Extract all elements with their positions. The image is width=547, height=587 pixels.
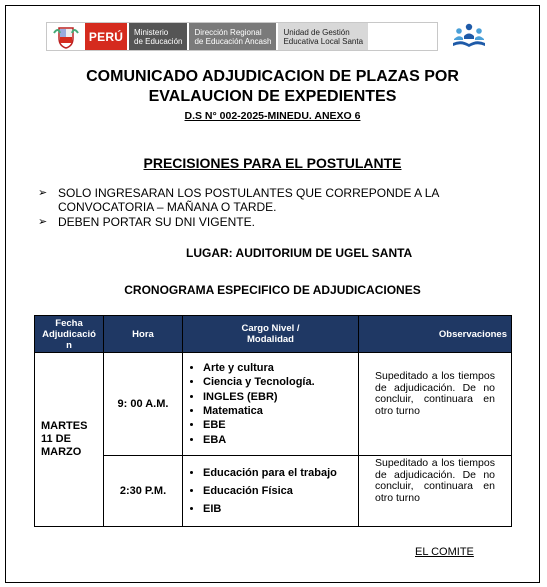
cargo-item: • INGLES (EBR) [203,390,358,404]
government-logo-bar [46,22,438,51]
cronograma-title: CRONOGRAMA ESPECIFICO DE ADJUDICACIONES [124,283,421,297]
arrow-bullet-icon: ➢ [38,216,48,228]
observaciones-cell: Supeditado a los tiempos de adjudicación. De no concluir, continuara en otro turno [359,353,512,456]
cargo-item: • Educación para el trabajo [203,464,358,482]
arrow-bullet-icon: ➢ [38,187,48,199]
fecha-cell: MARTES 11 DE MARZO [35,353,104,527]
schedule-table [34,315,512,527]
ugel-logo-icon [450,22,488,50]
hora-cell: 2:30 P.M. [104,456,183,527]
cargo-cell [183,456,359,527]
hora-cell: 9: 00 A.M. [104,353,183,456]
header-observaciones: Observaciones [359,316,512,353]
cargo-item: • Arte y cultura [203,361,358,375]
cargo-cell [183,353,359,456]
ministerio-label: Ministerio de Educación [127,23,187,50]
decree-reference: D.S N° 002-2025-MINEDU. ANEXO 6 [184,110,361,122]
cargo-item: • Ciencia y Tecnología. [203,375,358,389]
ugel-label: Unidad de Gestión Educativa Local Santa [276,23,368,50]
cargo-item: • EBE [203,418,358,432]
coat-of-arms-icon [47,23,85,50]
observaciones-cell: Supeditado a los tiempos de adjudicación. De no concluir, continuara en otro turno [359,456,512,527]
cargo-item: • EIB [203,500,358,518]
location-text: LUGAR: AUDITORIUM DE UGEL SANTA [186,246,413,260]
page-title: COMUNICADO ADJUDICACION DE PLAZAS POR EVALAUCION DE EXPEDIENTES [86,68,459,105]
list-item: ➢ DEBEN PORTAR SU DNI VIGENTE. [38,215,255,229]
precisiones-list [38,186,493,230]
header-cargo: Cargo Nivel / Modalidad [183,316,359,353]
cargo-item: • EBA [203,433,358,447]
cargo-item: • Educación Física [203,482,358,500]
header-hora: Hora [104,316,183,353]
precisiones-heading: PRECISIONES PARA EL POSTULANTE [143,155,402,171]
table-header-row [35,316,512,353]
signature-text: EL COMITE [415,546,474,558]
direccion-regional-label: Dirección Regional de Educación Ancash [187,23,276,50]
table-row [35,353,512,456]
cargo-item: • Matematica [203,404,358,418]
peru-brand: PERÚ [85,23,127,50]
header-fecha: Fecha Adjudicació n [35,316,104,353]
list-item: ➢ SOLO INGRESARAN LOS POSTULANTES QUE CORREPONDE A LA CONVOCATORIA – MAÑANA O TARDE. [38,186,439,214]
table-row [35,456,512,527]
